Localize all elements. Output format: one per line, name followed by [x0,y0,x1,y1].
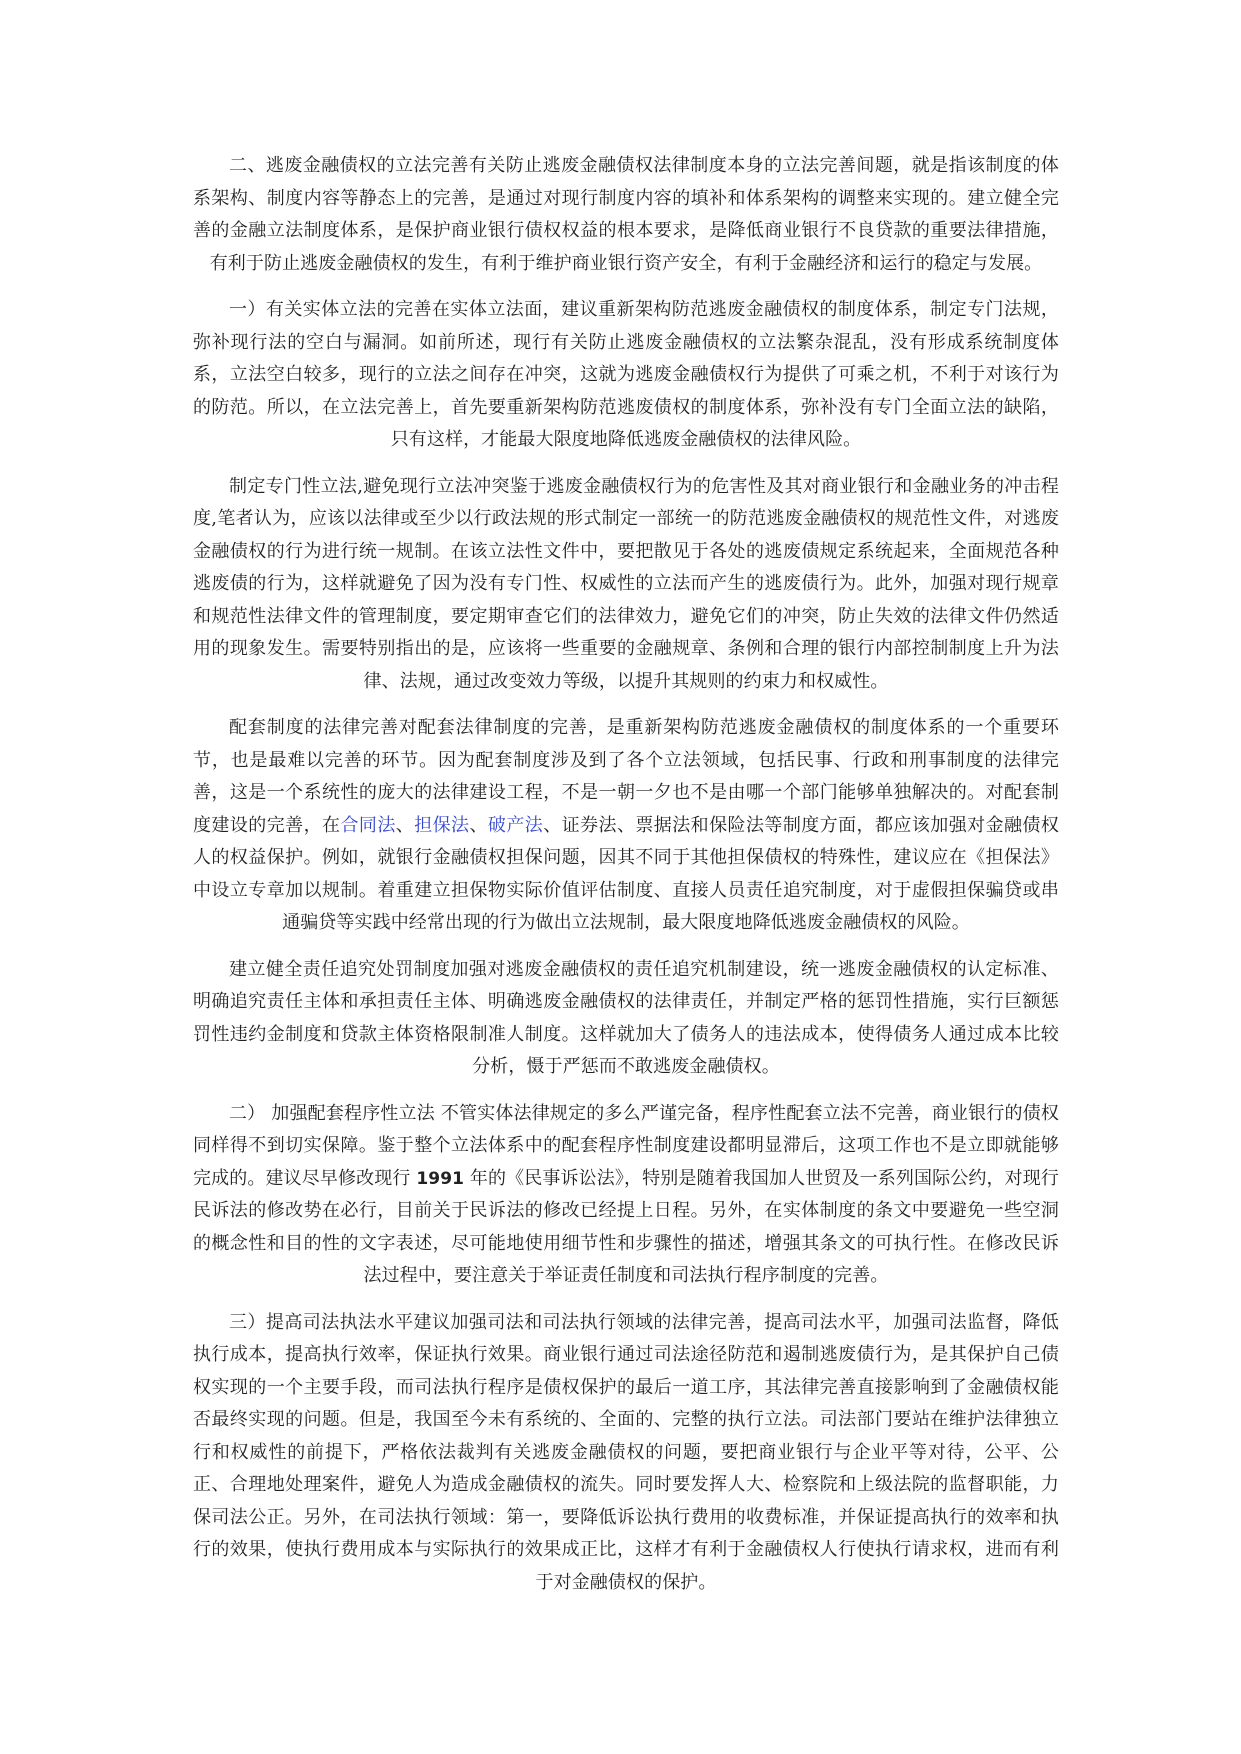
contract-law-link[interactable]: 合同法 [340,814,396,836]
separator: 、 [395,814,415,836]
paragraph-judicial-enforcement: 三）提高司法执法水平建议加强司法和司法执行领域的法律完善，提高司法水平，加强司法监督，降低执行成本，提高执行效率，保证执行效果。商业银行通过司法途径防范和遏制逃废债行为，是其保护自己债权实现的一个主要手段，而司法执行程序是债权保护的最后一道工序，其法律完善直接影响到了金融债权能否最终实现的问题。但是，我国至今未有系统的、全面的、完整的执行立法。司法部门要站在维护法律独立行和权威性的前提下，严格依法裁判有关逃废金融债权的问题，要把商业银行与企业平等对待，公平、公正、合理地处理案件，避免人为造成金融债权的流失。同时要发挥人大、检察院和上级法院的监督职能，力保司法公正。另外，在司法执行领域：第一，要降低诉讼执行费用的收费标准，并保证提高执行的效率和执行的效果，使执行费用成本与实际执行的效果成正比，这样才有利于金融债权人行使执行请求权，进而有利于对金融债权的保护。 [193,1311,1059,1593]
guarantee-law-link[interactable]: 担保法 [414,814,470,836]
separator: 、 [469,814,488,836]
paragraph-supporting-systems [193,712,1059,940]
paragraph-text: 配套制度的法律完善对配套法律制度的完善，是重新架构防范逃废金融债权的制度体系的一个重要环节，也是最难以完善的环节。因为配套制度涉及到了各个立法领域，包括民事、行政和刑事制度的法律完善，这是一个系统性的庞大的法律建设工程，不是一朝一夕也不是由哪一个部门能够单独解决的。对配套制度建设的完善，在 [193,717,1059,836]
paragraph-text: 年的《民事诉讼法》，特别是随着我国加人世贸及一系列国际公约，对现行民诉法的修改势在必行，目前关于民诉法的修改已经提上日程。另外，在实体制度的条文中要避免一些空洞的概念性和目的性的文字表述，尽可能地使用细节性和步骤性的描述，增强其条文的可执行性。在修改民诉法过程中，要注意关于举证责任制度和司法执行程序制度的完善。 [193,1167,1059,1286]
document-body [193,150,1059,1613]
paragraph-procedural-legislation [193,1098,1059,1293]
paragraph-text: 二） 加强配套程序性立法 不管实体法律规定的多么严谨完备，程序性配套立法不完善，商业银行的债权同样得不到切实保障。鉴于整个立法体系中的配套程序性制度建设都明显滞后，这项工作也不是立即就能够完成的。建议尽早修改现行 [193,1102,1059,1189]
paragraph-specialized-legislation: 制定专门性立法,避免现行立法冲突鉴于逃废金融债权行为的危害性及其对商业银行和金融业务的冲击程度,笔者认为，应该以法律或至少以行政法规的形式制定一部统一的防范逃废金融债权的规范性文件，对逃废金融债权的行为进行统一规制。在该立法性文件中，要把散见于各处的逃废债规定系统起来，全面规范各种逃废债的行为，这样就避免了因为没有专门性、权威性的立法而产生的逃废债行为。此外，加强对现行规章和规范性法律文件的管理制度，要定期审查它们的法律效力，避免它们的冲突，防止失效的法律文件仍然适用的现象发生。需要特别指出的是，应该将一些重要的金融规章、条例和合理的银行内部控制制度上升为法律、法规，通过改变效力等级，以提升其规则的约束力和权威性。 [193,475,1059,692]
paragraph-substantive-legislation: 一）有关实体立法的完善在实体立法面，建议重新架构防范逃废金融债权的制度体系，制定专门法规，弥补现行法的空白与漏洞。如前所述，现行有关防止逃废金融债权的立法繁杂混乱，没有形成系统制度体系，立法空白较多，现行的立法之间存在冲突，这就为逃废金融债权行为提供了可乘之机，不利于对该行为的防范。所以，在立法完善上，首先要重新架构防范逃废债权的制度体系，弥补没有专门全面立法的缺陷，只有这样，才能最大限度地降低逃废金融债权的法律风险。 [193,299,1059,450]
paragraph-text: 、证券法、票据法和保险法等制度方面，都应该加强对金融债权人的权益保护。例如，就银行金融债权担保问题，因其不同于其他担保债权的特殊性，建议应在《担保法》中设立专章加以规制。着重建立担保物实际价值评估制度、直接人员责任追究制度，对于虚假担保骗贷或串通骗贷等实践中经常出现的行为做出立法规制，最大限度地降低逃废金融债权的风险。 [193,814,1059,933]
bankruptcy-law-link[interactable]: 破产法 [487,814,544,836]
paragraph-accountability-system: 建立健全责任追究处罚制度加强对逃废金融债权的责任追究机制建设，统一逃废金融债权的认定标准、明确追究责任主体和承担责任主体、明确逃废金融债权的法律责任，并制定严格的惩罚性措施，实行巨额惩罚性违约金制度和贷款主体资格限制准人制度。这样就加大了债务人的违法成本，使得债务人通过成本比较分析，慑于严惩而不敢逃废金融债权。 [193,958,1059,1077]
paragraph-legislative-improvement: 二、逃废金融债权的立法完善有关防止逃废金融债权法律制度本身的立法完善间题，就是指该制度的体系架构、制度内容等静态上的完善，是通过对现行制度内容的填补和体系架构的调整来实现的。建立健全完善的金融立法制度体系，是保护商业银行债权权益的根本要求，是降低商业银行不良贷款的重要法律措施，有利于防止逃废金融债权的发生，有利于维护商业银行资产安全，有利于金融经济和运行的稳定与发展。 [193,155,1059,274]
year-number: 1991 [416,1168,465,1189]
